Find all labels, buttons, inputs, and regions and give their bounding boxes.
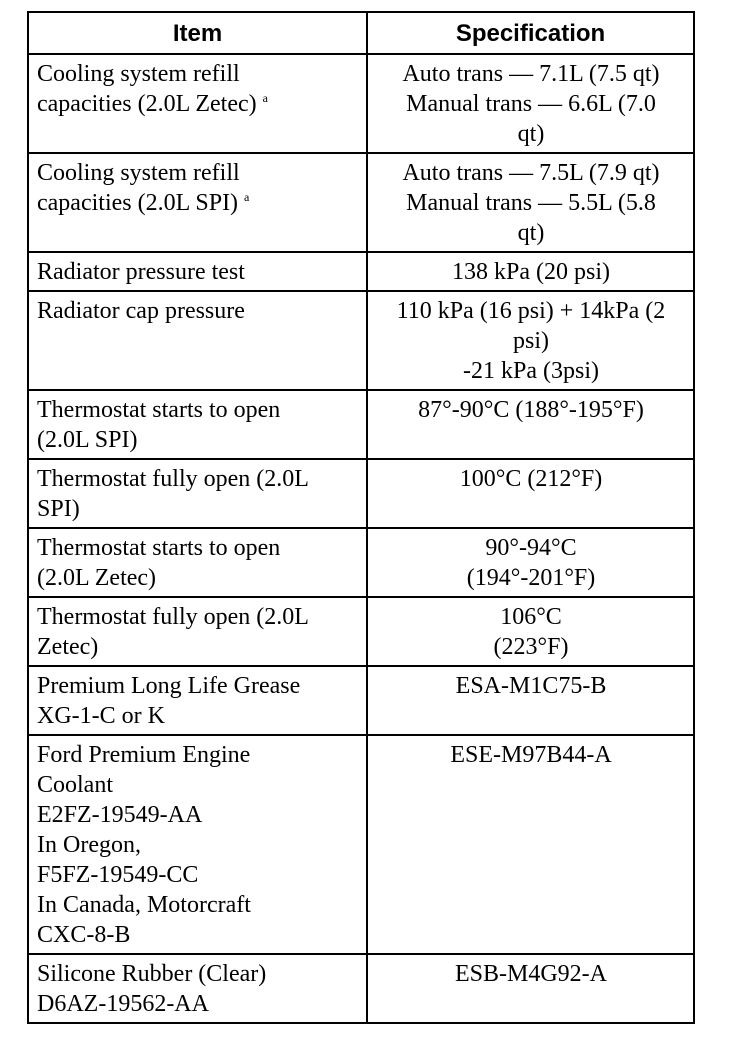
item-text-line: In Canada, Motorcraft bbox=[37, 892, 251, 918]
item-cell bbox=[28, 528, 367, 597]
item-text-line: Thermostat starts to open bbox=[37, 535, 281, 561]
table-row bbox=[28, 528, 694, 597]
specification-text-line: (194°-201°F) bbox=[466, 565, 596, 591]
table-row bbox=[28, 390, 694, 459]
item-cell bbox=[28, 954, 367, 1023]
item-text-line: Radiator pressure test bbox=[37, 259, 245, 285]
specification-cell bbox=[367, 666, 694, 735]
specification-cell bbox=[367, 291, 694, 390]
footnote-marker: a bbox=[262, 91, 268, 105]
specification-cell bbox=[367, 459, 694, 528]
specification-column-header: Specification bbox=[367, 12, 694, 54]
item-text-line: XG-1-C or K bbox=[37, 703, 165, 729]
table-row bbox=[28, 459, 694, 528]
item-cell bbox=[28, 666, 367, 735]
item-text-line: Thermostat fully open (2.0L bbox=[37, 604, 309, 630]
item-text-line: Premium Long Life Grease bbox=[37, 673, 301, 699]
table-row bbox=[28, 954, 694, 1023]
item-cell bbox=[28, 54, 367, 153]
specification-text-line: psi) bbox=[513, 328, 549, 354]
item-text-line: capacities (2.0L SPI) $^a$ bbox=[37, 190, 250, 216]
specification-text-line: (223°F) bbox=[493, 634, 569, 660]
specification-text-line: 100°C (212°F) bbox=[459, 466, 603, 492]
specification-text-line: 110 kPa (16 psi) + 14kPa (2 bbox=[396, 298, 666, 324]
table-row bbox=[28, 291, 694, 390]
specification-text-line: Manual trans — 6.6L (7.0 bbox=[406, 91, 656, 117]
item-cell bbox=[28, 291, 367, 390]
item-column-header: Item bbox=[28, 12, 367, 54]
specification-text-line: Manual trans — 5.5L (5.8 bbox=[406, 190, 656, 216]
item-text-line: Zetec) bbox=[37, 634, 99, 660]
specification-cell bbox=[367, 153, 694, 252]
item-cell bbox=[28, 153, 367, 252]
item-cell bbox=[28, 459, 367, 528]
item-text-line: Radiator cap pressure bbox=[37, 298, 245, 324]
item-text-line: SPI) bbox=[37, 496, 80, 522]
specification-cell bbox=[367, 954, 694, 1023]
item-text-line: Thermostat starts to open bbox=[37, 397, 281, 423]
table-row bbox=[28, 666, 694, 735]
specification-cell bbox=[367, 528, 694, 597]
specification-text-line: 106°C bbox=[500, 604, 562, 630]
specification-cell bbox=[367, 597, 694, 666]
item-text-line: (2.0L Zetec) bbox=[37, 565, 157, 591]
item-text-line: Coolant bbox=[37, 772, 113, 798]
item-text-line: CXC-8-B bbox=[37, 922, 131, 948]
specification-text-line: -21 kPa (3psi) bbox=[463, 358, 599, 384]
footnote-marker: a bbox=[244, 190, 250, 204]
specification-cell bbox=[367, 735, 694, 954]
table-row bbox=[28, 735, 694, 954]
item-cell bbox=[28, 252, 367, 291]
item-cell bbox=[28, 597, 367, 666]
specification-text-line: ESA-M1C75-B bbox=[455, 673, 607, 699]
item-text-line: Cooling system refill bbox=[37, 160, 240, 186]
item-text-line: Cooling system refill bbox=[37, 61, 240, 87]
table-row bbox=[28, 153, 694, 252]
specification-cell bbox=[367, 252, 694, 291]
item-text-line: Ford Premium Engine bbox=[37, 742, 251, 768]
specification-table bbox=[27, 11, 695, 1024]
specification-text-line: 90°-94°C bbox=[485, 535, 577, 561]
specification-cell bbox=[367, 54, 694, 153]
table-body bbox=[28, 54, 694, 1023]
specification-text-line: qt) bbox=[517, 220, 545, 246]
specification-text-line: ESE-M97B44-A bbox=[450, 742, 612, 768]
specification-text-line: 87°-90°C (188°-195°F) bbox=[418, 397, 644, 423]
table-row bbox=[28, 252, 694, 291]
item-text-line: F5FZ-19549-CC bbox=[37, 862, 199, 888]
item-text-line: Thermostat fully open (2.0L bbox=[37, 466, 309, 492]
item-text-line: capacities (2.0L Zetec) $^a$ bbox=[37, 91, 268, 117]
table-row bbox=[28, 597, 694, 666]
item-cell bbox=[28, 735, 367, 954]
item-text-line: E2FZ-19549-AA bbox=[37, 802, 203, 828]
specification-text-line: Auto trans — 7.5L (7.9 qt) bbox=[402, 160, 660, 186]
specification-text-line: ESB-M4G92-A bbox=[454, 961, 607, 987]
item-cell bbox=[28, 390, 367, 459]
specification-text-line: 138 kPa (20 psi) bbox=[452, 259, 610, 285]
specification-text-line: qt) bbox=[517, 121, 545, 147]
table-header-row bbox=[28, 12, 694, 54]
specification-cell bbox=[367, 390, 694, 459]
item-text-line: (2.0L SPI) bbox=[37, 427, 138, 453]
item-text-line: In Oregon, bbox=[37, 832, 141, 858]
item-text-line: Silicone Rubber (Clear) bbox=[37, 961, 267, 987]
item-text-line: D6AZ-19562-AA bbox=[37, 991, 209, 1017]
table-row bbox=[28, 54, 694, 153]
specification-text-line: Auto trans — 7.1L (7.5 qt) bbox=[402, 61, 660, 87]
